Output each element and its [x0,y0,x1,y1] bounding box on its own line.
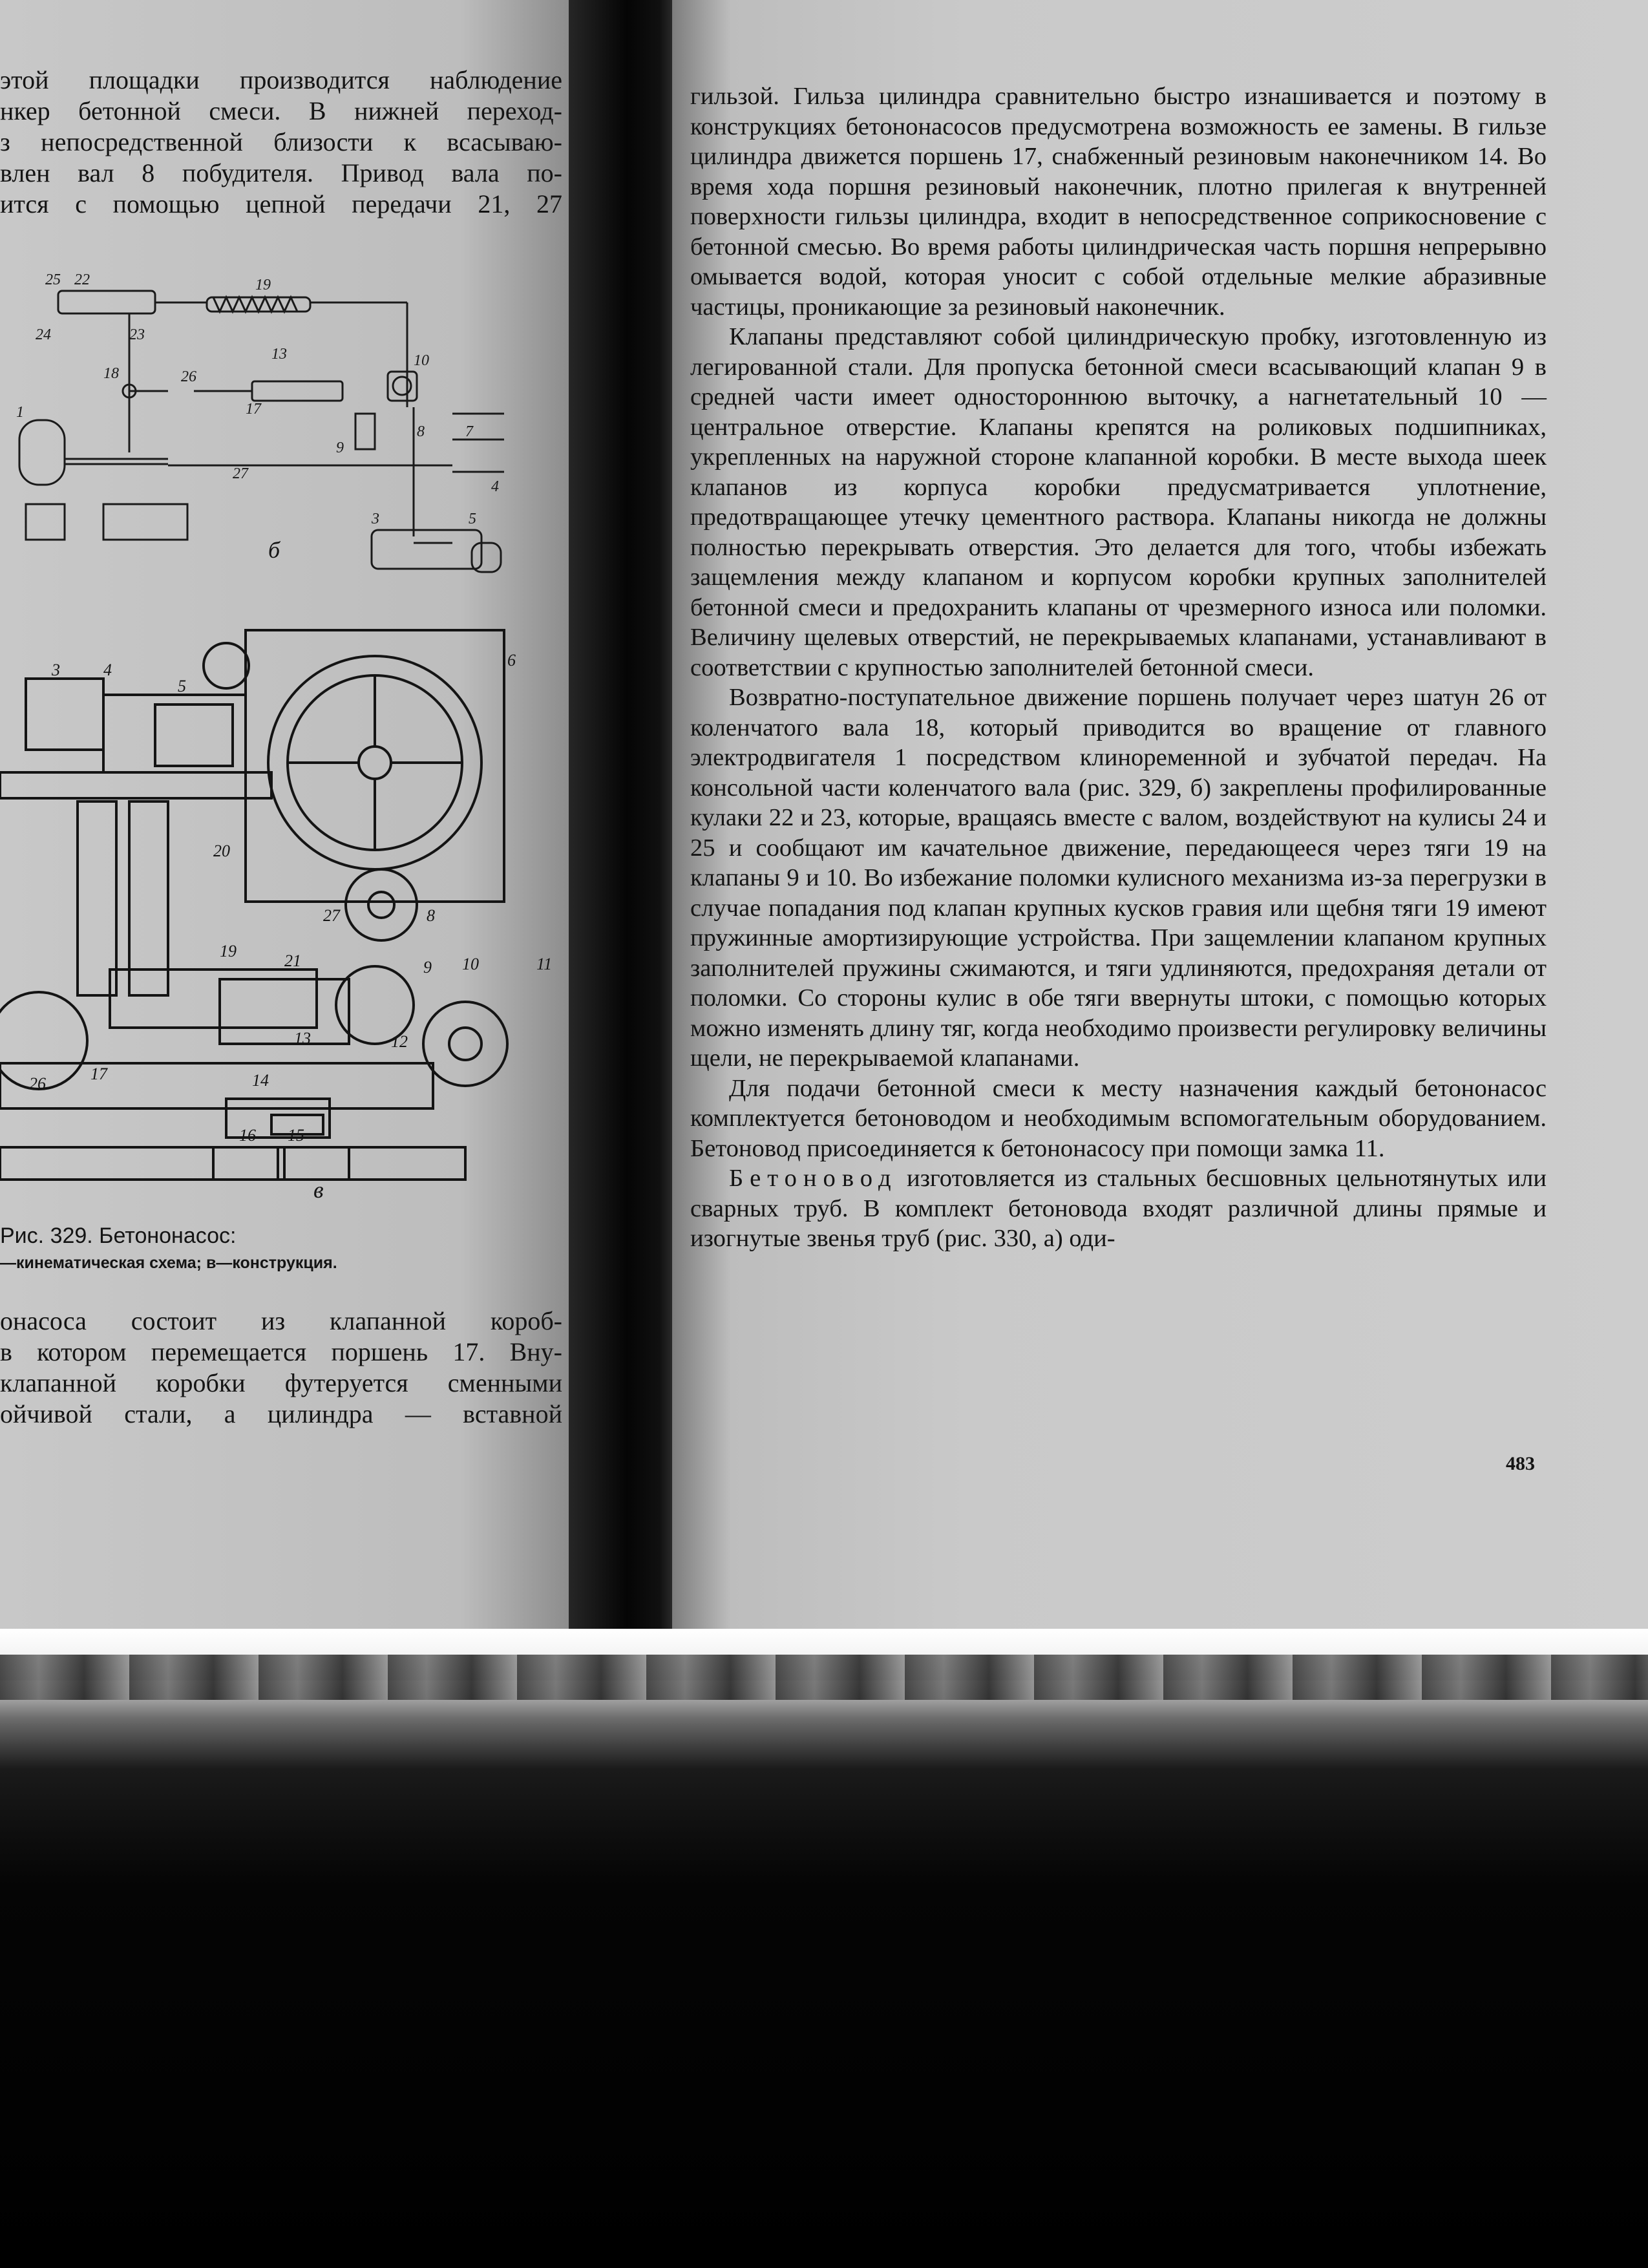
kinematic-scheme-figure [0,259,562,595]
page-number: 483 [1506,1453,1535,1474]
callout-number: 23 [129,326,145,343]
left-page [0,0,575,1629]
callout-number: 4 [103,661,112,679]
callout-number: 24 [36,326,51,343]
callout-number: 27 [323,906,340,925]
callout-number: 5 [469,511,476,527]
callout-number: 20 [213,842,230,860]
text-line: ойчивой стали, а цилиндра — вставной [0,1399,562,1428]
callout-number: 3 [372,511,379,527]
callout-number: 15 [288,1126,304,1145]
callout-number: 18 [103,365,119,382]
callout-number: 10 [414,352,429,369]
callout-number: 9 [423,958,432,977]
callout-number: 9 [336,440,344,456]
callout-number: 8 [417,423,425,440]
callout-number: 12 [391,1032,408,1051]
paragraph-continuation: изготовляется из стальных бесшовных цельнотянутых или сварных труб. В комплект бетоновода входят различной длины прямые и изогнутые звенья труб (рис. 330, а) оди- [690,1165,1547,1252]
callout-number: 7 [465,423,473,440]
callout-number: 26 [29,1074,46,1093]
callout-number: 13 [271,346,287,363]
figure-b-label: б [268,537,280,563]
callout-number: 6 [507,651,516,670]
callout-number: 13 [294,1029,311,1048]
callout-number: 17 [90,1065,107,1083]
callout-number: 5 [178,677,186,695]
text-line: этой площадки производится наблюдение [0,65,562,94]
callout-number: 22 [74,271,90,288]
text-line: з непосредственной близости к всасываю- [0,127,562,156]
paragraph: Возвратно-поступательное движение поршень получает через шатун 26 от коленчатого вала 18, который приводится во вращение от главного электродвигателя 1 посредством клиноременной и зубчатой передач. На консольной части коленчатого вала (рис. 329, б) закреплены профилированные кулаки 22 и 23, которые, вращаясь вместе с валом, воздействуют на кулисы 24 и 25 и сообщают им качательное движение, передающееся через тяги 19 на клапаны 9 и 10. Во избежание поломки кулисного механизма из-за перегрузки в случае попадания под клапан крупных кусков гравия или щебня тяги 19 имеют пружинные амортизирующие устройства. При защемлении клапаном крупных заполнителей пружины сжимаются, и тяги удлиняются, предохраняя детали от поломки. Со стороны кулис в обе тяги ввернуты штоки, с помощью которых можно изменять длину тяг, когда необходимо произвести регулировку величины щели, не перекрываемой клапанами. [690,684,1547,1072]
callout-number: 1 [16,404,24,421]
caption-title: Рис. 329. Бетононасос: [0,1224,237,1248]
left-page-top-text [0,65,562,220]
callout-number: 17 [246,401,261,418]
paragraph: гильзой. Гильза цилиндра сравнительно быстро изнашивается и поэтому в конструкциях бетононасосов предусмотрена возможность ее замены. В гильзе цилиндра движется поршень 17, снабженный резиновым наконечником 14. Во время хода поршня резиновый наконечник, плотно прилегая к внутренней поверхности гильзы цилиндра, входит в непосредственное соприкосновение с бетонной смесью. Во время работы цилиндрическая часть поршня непрерывно омывается водой, которая уносит с собой отдельные мелкие абразивные частицы, проникающие за резиновый наконечник. [690,83,1547,321]
callout-number: 8 [427,906,435,925]
caption-subtitle: —кинематическая схема; в—конструкция. [0,1254,337,1272]
callout-number: 27 [233,465,248,482]
figure-c-label: в [313,1177,324,1203]
callout-number: 25 [45,271,61,288]
text-line: ится с помощью цепной передачи 21, 27 [0,189,562,218]
callout-number: 3 [52,661,60,679]
text-line: нкер бетонной смеси. В нижней переход- [0,96,562,125]
background-surface [0,1629,1648,2268]
paragraph: Клапаны представляют собой цилиндрическую пробку, изготовленную из легированной стали. Для пропуска бетонной смеси всасывающий клапан 9 в средней части имеет одностороннюю выточку, а нагнетательный 10 — центральное отверстие. Клапаны крепятся на роликовых подшипниках, укрепленных на наружной стороне клапанной коробки. В месте выхода шеек клапанов из корпуса коробки предусматривается уплотнение, предотвращающее утечку цементного раствора. Клапаны никогда не должны полностью перекрывать отверстия. Это делается для того, чтобы избежать защемления между клапаном и корпусом коробки крупных заполнителей бетонной смеси и предохранить клапаны от чрезмерного износа или поломки. Величину щелевых отверстий, не перекрываемых клапанами, устанавливают в соответствии с крупностью заполнителей бетонной смеси. [690,323,1547,681]
paragraph [690,1163,1547,1254]
left-page-bottom-text [0,1306,562,1430]
book-cover-edge [0,1655,1648,1700]
callout-number: 4 [491,478,499,495]
text-line: влен вал 8 побудителя. Привод вала по- [0,158,562,187]
text-line: онасоса состоит из клапанной короб- [0,1306,562,1335]
construction-figure [0,617,562,1199]
spaced-term: Бетоновод [729,1165,898,1192]
callout-number: 19 [255,277,271,293]
text-line: клапанной коробки футеруется сменными [0,1368,562,1397]
callout-number: 11 [536,955,553,973]
figure-caption [0,1222,562,1276]
callout-number: 21 [284,951,301,970]
callout-number: 26 [181,368,196,385]
callout-number: 14 [252,1071,269,1090]
callout-number: 16 [239,1126,256,1145]
paragraph: Для подачи бетонной смеси к месту назначения каждый бетононасос комплектуется бетоноводом и необходимым вспомогательным оборудованием. Бетоновод присоединяется к бетононасосу при помощи замка 11. [690,1074,1547,1162]
callout-number: 19 [220,942,237,960]
callout-number: 10 [462,955,479,973]
text-line: в котором перемещается поршень 17. Вну- [0,1337,562,1366]
right-page-text [690,81,1547,1254]
